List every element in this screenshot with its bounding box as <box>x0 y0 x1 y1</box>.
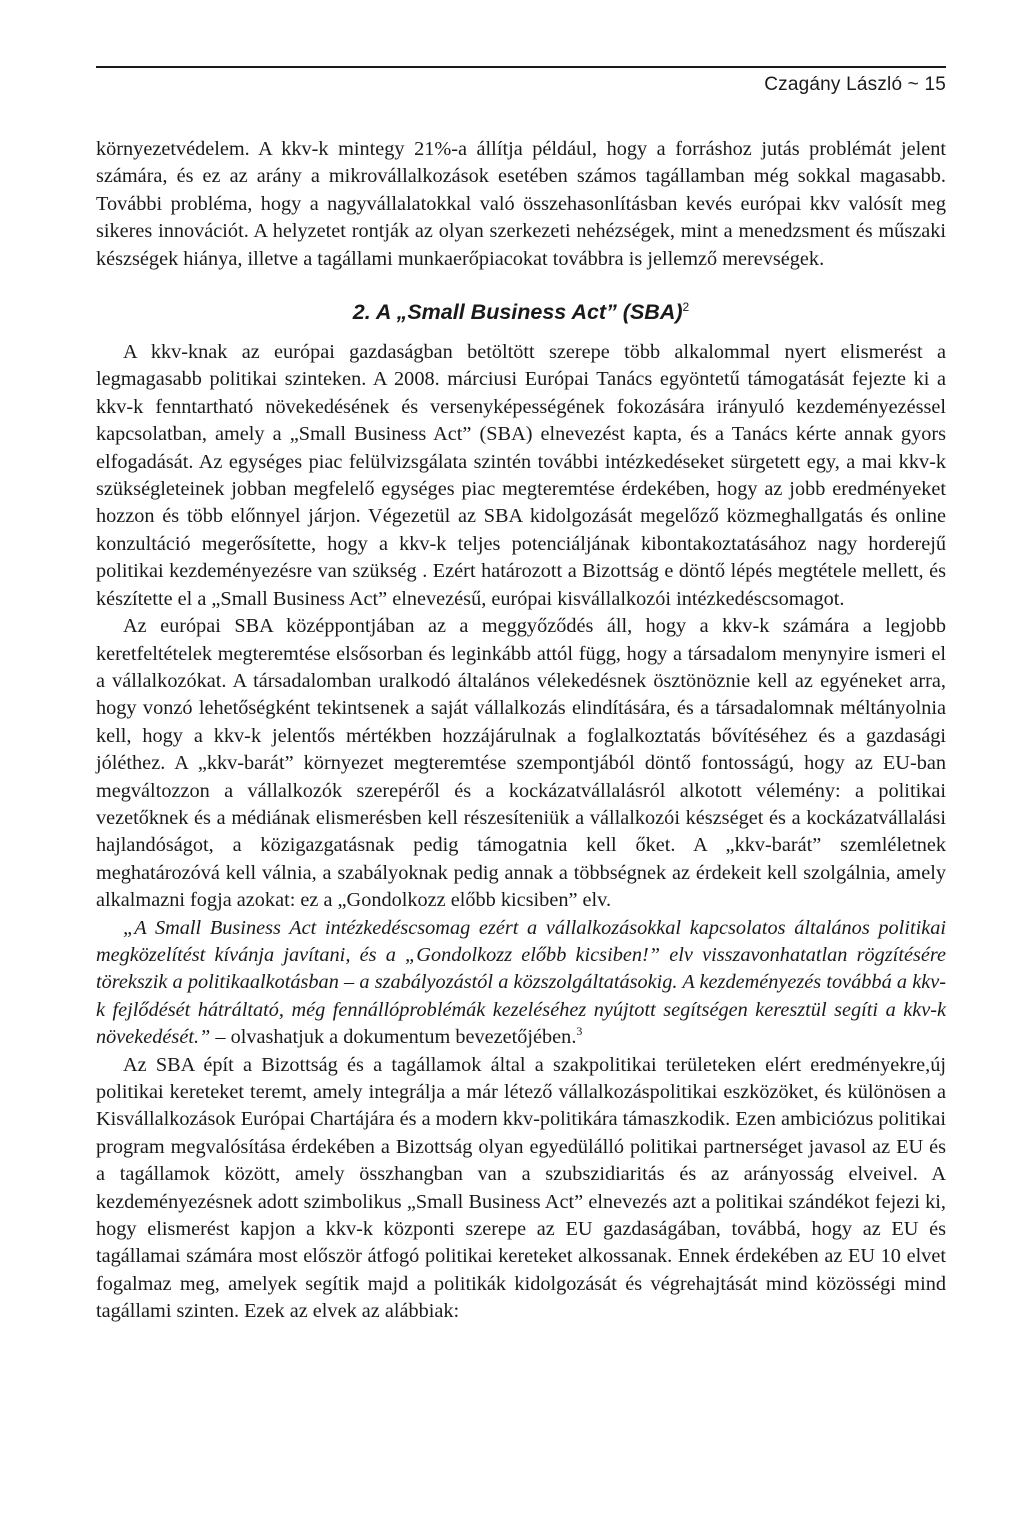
paragraph-sba-recognition: A kkv-knak az európai gazdaságban betöltött szerepe több alkalommal nyert elismerést a legmagasabb politikai szinteken. A 2008. márciusi Európai Tanács egyöntetű támogatását fejezte ki a kkv-k fenntartható növekedésének és versenyképességének fokozására irányuló kezdeményezéssel kapcsolatban, amely a „Small Business Act” (SBA) elnevezést kapta, és a Tanács kérte annak gyors elfogadását. Az egységes piac felülvizsgálata szintén további intézkedéseket sürgetett egy, a mai kkv-k szükségleteinek jobban megfelelő egységes piac megteremtése érdekében, hogy az jobb eredményeket hozzon és több előnnyel járjon. Végezetül az SBA kidolgozását megelőző közmeghallgatás és online konzultáció megerősítette, hogy a kkv-k teljes potenciáljának kibontakoztatásához nagy horderejű politikai kezdeményezésre van szükség . Ezért határozott a Bizottság e döntő lépés megtétele mellett, és készítette el a „Small Business Act” elnevezésű, európai kisvállalkozói intézkedéscsomagot. <box>96 341 946 610</box>
section-heading <box>96 298 946 326</box>
paragraph-sba-core: Az európai SBA középpontjában az a meggyőződés áll, hogy a kkv-k számára a legjobb keretfeltételek megteremtése elsősorban és leginkább attól függ, hogy a társadalom menynyire ismeri el a vállalkozókat. A társadalomban uralkodó általános vélekedésnek ösztönöznie kell az egyéneket arra, hogy vonzó lehetőségként tekintsenek a saját vállalkozás elindítására, és a társadalomnak méltányolnia kell, hogy a kkv-k jelentős mértékben hozzájárulnak a foglalkoztatás bővítéséhez és a gazdasági jóléthez. A „kkv-barát” környezet megteremtése szempontjából döntő fontosságú, hogy az EU-ban megváltozzon a vállalkozók szerepéről és a kockázatvállalásról alkotott vélemény: a politikai vezetőknek és a médiának elismerésben kell részesíteniük a vállalkozói készséget és a kockázatvállalási hajlandóságot, a közigazgatásnak pedig támogatnia kell őket. A „kkv-barát” szemléletnek meghatározóvá kell válnia, a szabályoknak pedig annak a többségnek az érdekeit kell szolgálnia, amely alkalmazni fogja azokat: ez a „Gondolkozz előbb kicsiben” elv. <box>96 615 946 912</box>
running-head: Czagány László ~ 15 <box>764 74 946 95</box>
footnote-marker: 3 <box>576 1024 583 1039</box>
quote-attribution: – olvashatjuk a dokumentum bevezetőjében. <box>210 1026 577 1049</box>
footnote-marker: 2 <box>682 299 690 314</box>
paragraph-principles: Az SBA épít a Bizottság és a tagállamok által a szakpolitikai területeken elért eredményekre,új politikai kereteket teremt, amely integrálja a már létező vállalkozáspolitikai eszközöket, és különösen a Kisvállalkozások Európai Chartájára és a modern kkv-politikára támaszkodik. Ezen ambiciózus politikai program megvalósítása érdekében a Bizottság olyan egyedülálló politikai partnerséget javasol az EU és a tagállamok között, amely összhangban van a szubszidiaritás és az arányosság elveivel. A kezdeményezésnek adott szimbolikus „Small Business Act” elnevezés azt a politikai szándékot fejezi ki, hogy elismerést kapjon a kkv-k központi szerepe az EU gazdaságában, továbbá, hogy az EU és tagállamai számára most először átfogó politikai kereteket alkossanak. Ennek érdekében az EU 10 elvet fogalmaz meg, amelyek segítik majd a politikák kidolgozását és végrehajtását mind közösségi mind tagállami szinten. Ezek az elvek az alábbiak: <box>96 1053 946 1323</box>
paragraph-quote <box>96 915 946 1052</box>
page-body <box>96 136 946 1326</box>
section-heading-text: 2. A „Small Business Act” (SBA) <box>352 300 683 325</box>
quote-text: „A Small Business Act intézkedéscsomag ezért a vállalkozásokkal kapcsolatos általános politikai megközelítést kívánja javítani, és a „Gondolkozz előbb kicsiben!” elv visszavonhatatlan rögzítésére törekszik a politikaalkotásban – a szabályozástól a közszolgáltatásokig. A kezdeményezés továbbá a kkv-k fejlődését hátráltató, még fennállóproblémák kezeléséhez nyújtott segítségen keresztül segíti a kkv-k növekedését.” <box>96 916 946 1049</box>
paragraph-intro: környezetvédelem. A kkv-k mintegy 21%-a állítja például, hogy a forráshoz jutás problémát jelent számára, és ez az arány a mikrovállalkozások esetében számos tagállamban még sokkal magasabb. További probléma, hogy a nagyvállalatokkal való összehasonlításban kevés európai kkv valósít meg sikeres innovációt. A helyzetet rontják az olyan szerkezeti nehézségek, mint a menedzsment és műszaki készségek hiánya, illetve a tagállami munkaerőpiacokat továbbra is jellemző merevségek. <box>96 138 946 270</box>
page-header <box>96 66 946 95</box>
